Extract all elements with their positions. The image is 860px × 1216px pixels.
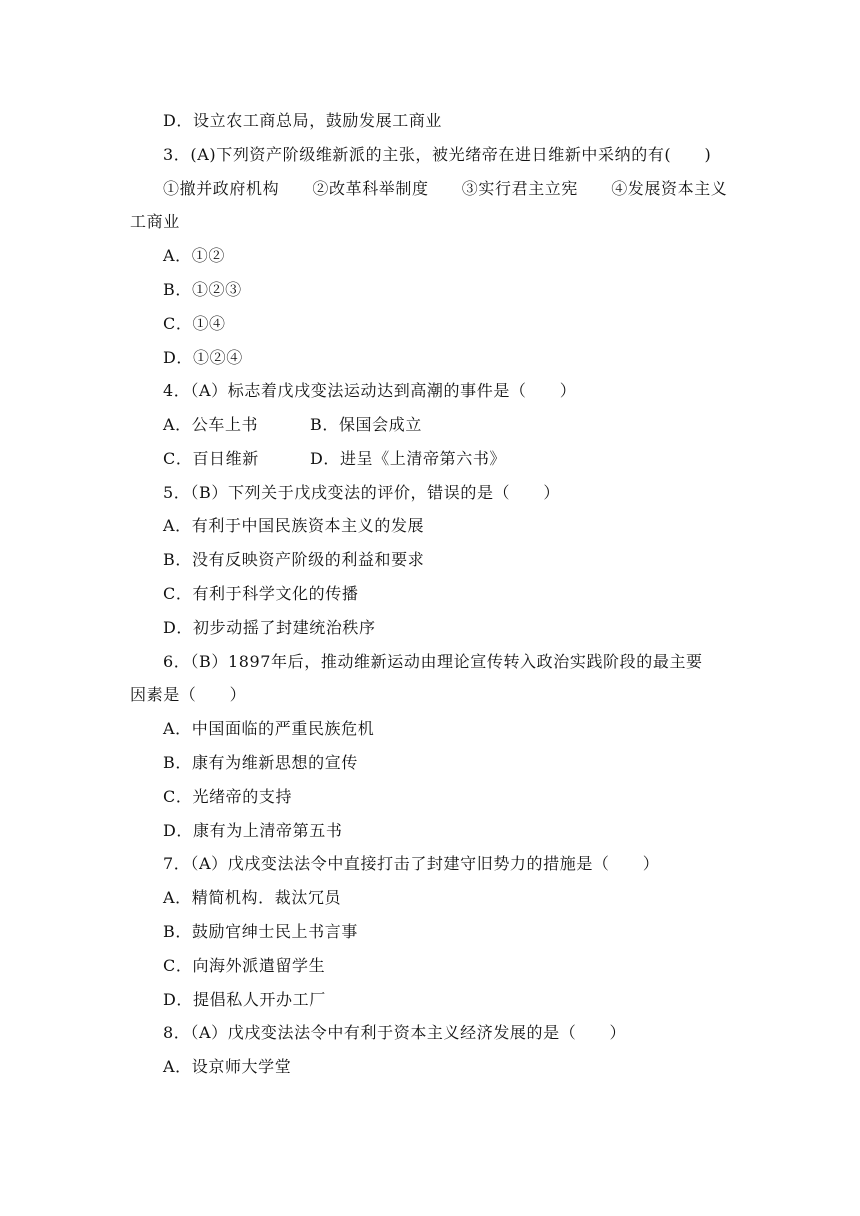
q7-option-b: B．鼓励官绅士民上书言事 <box>163 922 358 941</box>
q4-stem: 4．（A）标志着戊戌变法运动达到高潮的事件是（ ） <box>163 381 577 400</box>
q7-option-a: A．精简机构．裁汰冗员 <box>163 888 342 907</box>
q5-option-a: A．有利于中国民族资本主义的发展 <box>163 516 425 535</box>
q3-stem: 3．(A)下列资产阶级维新派的主张，被光绪帝在进日维新中采纳的有( ) <box>163 145 712 164</box>
q5-option-c: C．有利于科学文化的传播 <box>163 584 359 603</box>
q3-statements-cont: 工商业 <box>130 212 180 231</box>
q4-option-b: B．保国会成立 <box>310 415 422 434</box>
q3-option-a: A．①② <box>163 246 225 265</box>
q3-option-c: C．①④ <box>163 314 226 333</box>
q4-option-c: C．百日维新 <box>163 449 259 468</box>
q8-option-a: A．设京师大学堂 <box>163 1057 292 1076</box>
q7-option-c: C．向海外派遣留学生 <box>163 956 326 975</box>
q6-option-c: C．光绪帝的支持 <box>163 787 293 806</box>
q6-stem: 6．（B）1897年后，推动维新运动由理论宣传转入政治实践阶段的最主要 <box>163 652 703 671</box>
q7-option-d: D．提倡私人开办工厂 <box>163 990 326 1009</box>
q5-option-b: B．没有反映资产阶级的利益和要求 <box>163 550 425 569</box>
q2-option-d: D．设立农工商总局，鼓励发展工商业 <box>163 111 443 130</box>
q5-stem: 5．（B）下列关于戊戌变法的评价，错误的是（ ） <box>163 483 560 502</box>
q6-option-d: D．康有为上清帝第五书 <box>163 821 343 840</box>
q6-option-b: B．康有为维新思想的宣传 <box>163 753 358 772</box>
q4-option-a: A．公车上书 <box>163 415 259 434</box>
q6-stem-cont: 因素是（ ） <box>130 685 247 704</box>
q8-stem: 8．（A）戊戌变法法令中有利于资本主义经济发展的是（ ） <box>163 1023 627 1042</box>
q3-option-d: D．①②④ <box>163 348 243 367</box>
q7-stem: 7．（A）戊戌变法法令中直接打击了封建守旧势力的措施是（ ） <box>163 854 660 873</box>
q3-option-b: B．①②③ <box>163 280 242 299</box>
q4-option-d: D．进呈《上清帝第六书》 <box>310 449 507 468</box>
q5-option-d: D．初步动摇了封建统治秩序 <box>163 618 376 637</box>
q3-statements: ①撤并政府机构 ②改革科举制度 ③实行君主立宪 ④发展资本主义 <box>163 179 728 198</box>
q6-option-a: A．中国面临的严重民族危机 <box>163 719 375 738</box>
